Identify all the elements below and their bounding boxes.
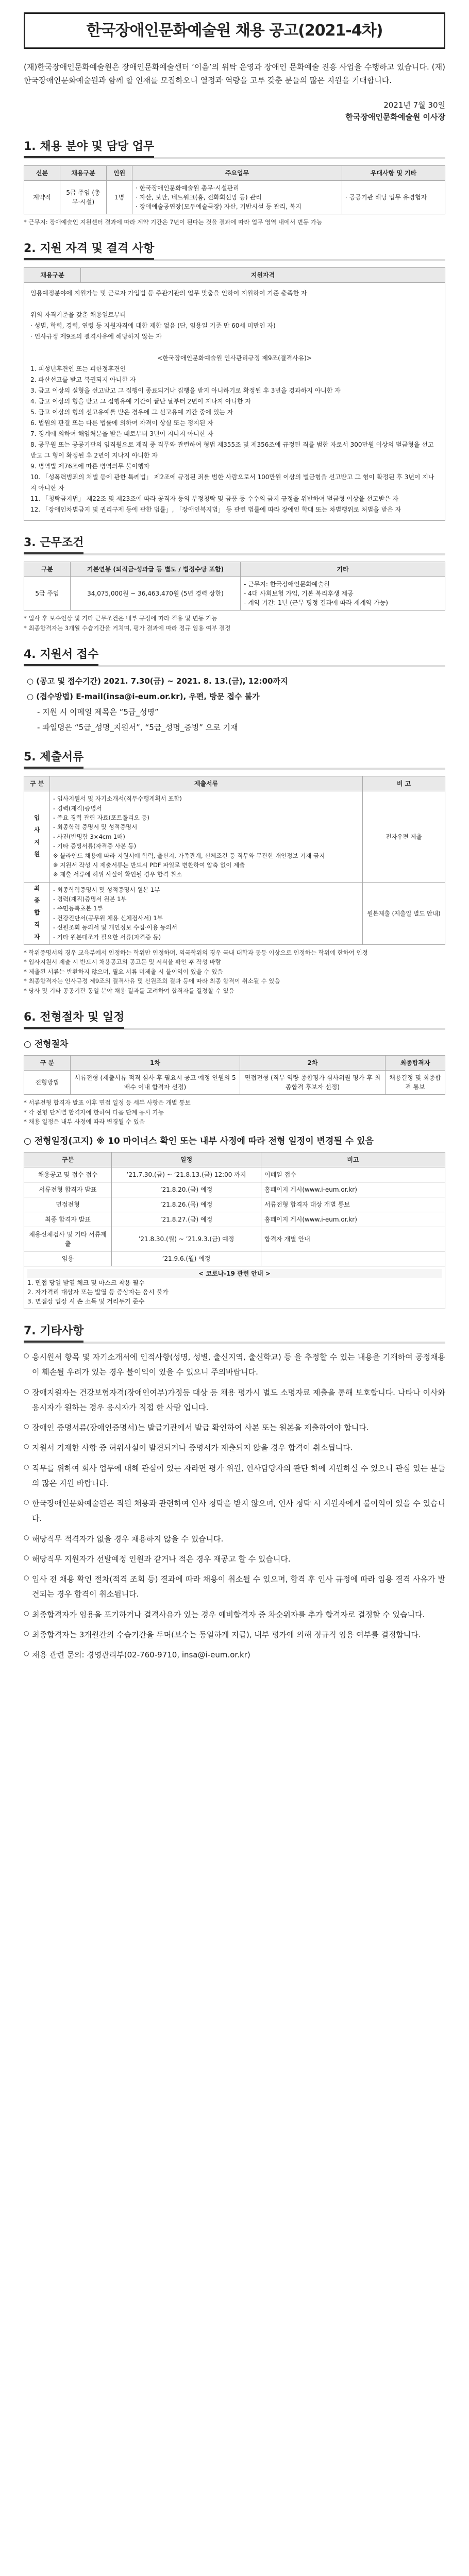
th-cond-etc: 기타 <box>241 562 445 577</box>
th-proc-first: 1차 <box>71 1056 240 1071</box>
page-title: 한국장애인문화예술원 채용 공고(2021-4차) <box>24 12 445 49</box>
th-cond-type: 구분 <box>24 562 71 577</box>
th-qual-type: 채용구분 <box>24 268 81 283</box>
list-item: ○ 직무를 위하여 회사 업무에 대해 관심이 있는 자라면 평가 위원, 인사담당자의 판단 하에 지원하실 수 있으니 관심 있는 분들의 많은 지원 바랍니다. <box>24 1461 445 1492</box>
table-row: 임용 ’21.9.6.(월) 예정 <box>24 1251 445 1266</box>
doc-final-label: 최 종 합 격 자 <box>24 882 50 944</box>
announce-org: 한국장애인문화예술원 이사장 <box>345 112 445 122</box>
announce-date: 2021년 7월 30일 <box>383 100 445 110</box>
section-2-title: 2. 지원 자격 및 결격 사항 <box>24 240 445 261</box>
cell-cond-etc: - 근무지: 한국장애인문화예술원 - 4대 사회보험 가입, 기본 복리후생 제공 - 계약 기간: 1년 (근무 평정 결과에 따라 재계약 가능) <box>241 577 445 611</box>
list-item: ○ 장애지원자는 건강보험자격(장애인여부)가정등 대상 등 채용 평가시 별도 소명자료 제출을 통해 보호합니다. 나타나 이사와 응시자가 원하는 경우 응시자가 직접 한 사람 입니다. <box>24 1385 445 1416</box>
procedure-notes: * 서류전형 합격자 발표 이후 면접 일정 등 세부 사항은 개별 통보 * 각 전형 단계별 합격자에 한하여 다음 단계 응시 가능 * 채용 일정은 내부 사정에 따라 변경될 수 있음 <box>24 1099 191 1126</box>
th-type: 채용구분 <box>60 166 107 181</box>
th-doc-type: 구 분 <box>24 776 50 791</box>
cell-proc-first: 서류전형 (제출서류 적격 심사 후 필요시 공고 예정 인원의 5배수 이내 합격자 선정) <box>71 1071 240 1095</box>
cell-status: 계약직 <box>24 181 60 214</box>
list-item: ○ 응시원서 항목 및 자기소개서에 인적사항(성명, 성별, 출신지역, 출신학교) 등 을 추정할 수 있는 내용을 기재하여 공정채용이 훼손될 우려가 있는 경우 불이익이 있을 수 있으니 주의바랍니다. <box>24 1350 445 1380</box>
th-pref: 우대사항 및 기타 <box>342 166 445 181</box>
qualification-body: 임용예정분야에 지원가능 및 근로자 가입법 등 주관기관의 업무 맞춤을 인하여 지원하여 기준 충족한 자 위의 자격기준을 갖춘 채용일로부터 · 성별, 학력, 경력, 연령 등 지원자격에 대한 제한 없음 (단, 임용일 기준 만 60세 미만인 자) · 인사규정 제9조의 결격사유에 해당하지 않는 자 <한국장애인문화예술원 인사관리규정 제9조(결격사유)> 1. 피성년후견인 또는 피한정후견인 2. 파산선고를 받고 복권되지 아니한 자 3. 금고 이상의 실형을 선고받고 그 집행이 종료되거나 집행을 받지 아니하기로 확정된 후 3년을 경과하지 아니한 자 4. 금고 이상의 형을 받고 그 집행유예 기간이 끝난 날부터 2년이 지나지 아니한 자 5. 금고 이상의 형의 선고유예를 받은 경우에 그 선고유예 기간 중에 있는 자 6. 법원의 판결 또는 다른 법률에 의하여 자격이 상실 또는 정지된 자 7. 징계에 의하여 해임처분을 받은 때로부터 3년이 지나지 아니한 자 8. 공무원 또는 공공기관의 임직원으로 재직 중 직무와 관련하여 형법 제355조 및 제356조에 규정된 죄를 범한 자로서 300만원 이상의 벌금형을 선고받고 그 형이 확정된 후 2년이 지나지 아니한 자 9. 병역법 제76조에 따른 병역의무 불이행자 10. 「성폭력범죄의 처벌 등에 관한 특례법」 제2조에 규정된 죄를 범한 사람으로서 100만원 이상의 벌금형을 선고받고 그 형이 확정된 후 3년이 지나지 아니한 자 11. 「청탁금지법」 제22조 및 제23조에 따라 공직자 등의 부정청탁 및 금품 등 수수의 금지 규정을 위반하여 벌금형 이상을 선고받은 자 12. 「장애인차별금지 및 권리구제 등에 관한 법률」, 「장애인복지법」 등 관련 법률에 따라 장애인 학대 또는 차별행위로 처벌을 받은 자 <box>24 283 445 521</box>
table-row: 채용신체검사 및 기타 서류제출 ’21.8.30.(월) ~ ’21.9.3.(금) 예정 합격자 개별 안내 <box>24 1227 445 1251</box>
cell-proc-second: 면접전형 (직무 역량 종합평가 심사위원 평가 후 최종합격 후보자 선정) <box>240 1071 385 1095</box>
section-3-title: 3. 근무조건 <box>24 534 445 555</box>
th-sched-type: 구분 <box>24 1153 112 1167</box>
cell-cond-type: 5급 주임 <box>24 577 71 611</box>
list-item: ○ 장애인 증명서류(장애인증명서)는 발급기관에서 발급 확인하여 사본 또는 원본을 제출하여야 합니다. <box>24 1420 445 1435</box>
list-item: ○ 해당직무 적격자가 없을 경우 채용하지 않을 수 있습니다. <box>24 1532 445 1547</box>
section-5-notes: * 학위증명서의 경우 교육부에서 인정하는 학위만 인정하며, 외국학위의 경우 국내 대학과 동등 이상으로 인정하는 학위에 한하여 인정 * 입사지원서 제출 시 반드시 채용공고의 공고문 및 서식을 확인 후 작성 바람 * 제출된 서류는 반환하지 않으며, 필요 서류 미제출 시 불이익이 있을 수 있음 * 최종합격자는 인사규정 제9조의 결격사유 및 신원조회 결과 등에 따라 최종 합격이 취소될 수 있음 * 당사 및 기타 공공기관 동일 분야 채용 결과를 고려하여 합격자를 결정할 수 있음 <box>24 949 368 994</box>
schedule-subtitle: ○ 전형일정(고지) ※ 10 마이너스 확인 또는 내부 사정에 따라 전형 일정이 변경될 수 있음 <box>24 1136 374 1146</box>
th-doc-note: 비 고 <box>363 776 445 791</box>
documents-table <box>24 776 445 945</box>
schedule-table <box>24 1152 445 1309</box>
section-7-title: 7. 기타사항 <box>24 1323 445 1344</box>
doc-apply-list: - 입사지원서 및 자기소개서(직무수행계획서 포함) - 경력(재직)증명서 - 주요 경력 관련 자료(포트폴리오 등) - 최종학력 증명서 및 성적증명서 - 사진(반명함 3×4cm 1매) - 기타 증빙서류(자격증 사본 등) ※ 블라인드 채용에 따라 지원서에 학력, 출신지, 가족관계, 신체조건 등 직무와 무관한 개인정보 기재 금지 ※ 지원서 작성 시 제출서류는 반드시 PDF 파일로 변환하여 압축 없이 제출 ※ 제출 서류에 허위 사실이 확인될 경우 합격 취소 <box>50 791 363 883</box>
th-doc-list: 제출서류 <box>50 776 363 791</box>
cell-proc-type: 전형방법 <box>24 1071 71 1095</box>
list-item: ○ 입사 전 채용 확인 절차(적격 조회 등) 결과에 따라 채용이 취소될 수 있으며, 합격 후 인사 규정에 따라 임용 결격 사유가 발견되는 경우 합격이 취소됩니다. <box>24 1572 445 1602</box>
th-count: 인원 <box>107 166 132 181</box>
intro-paragraph: (재)한국장애인문화예술원은 장애인문화예술센터 ‘이음’의 위탁 운영과 장애인 문화예술 진흥 사업을 수행하고 있습니다. (재)한국장애인문화예술원과 함께 할 인재를 모집하오니 열정과 역량을 고루 갖춘 분들의 많은 지원을 기대합니다. <box>24 62 445 86</box>
covid-notice: < 코로나-19 관련 안내 > 1. 면접 당일 발열 체크 및 마스크 착용 필수 2. 자가격리 대상자 또는 발열 등 증상자는 응시 불가 3. 면접장 입장 시 손 소독 및 거리두기 준수 <box>24 1266 445 1309</box>
th-proc-second: 2차 <box>240 1056 385 1071</box>
th-status: 신분 <box>24 166 60 181</box>
conditions-table <box>24 562 445 611</box>
doc-apply-label: 입 사 지 원 <box>24 791 50 883</box>
th-qual: 지원자격 <box>81 268 445 283</box>
cell-cond-salary: 34,075,000원 ~ 36,463,470원 (5년 경력 상한) <box>71 577 241 611</box>
section-5-title: 5. 제출서류 <box>24 749 445 770</box>
th-sched-note: 비고 <box>261 1153 445 1167</box>
etc-list <box>24 1350 445 1663</box>
doc-final-note: 원본제출 (제출일 별도 안내) <box>363 882 445 944</box>
cell-type: 5급 주임 (총무·시설) <box>60 181 107 214</box>
cell-proc-final: 채용결정 및 최종합격 통보 <box>385 1071 445 1095</box>
table-row: 면접전형 ’21.8.26.(목) 예정 서류전형 합격자 대상 개별 통보 <box>24 1197 445 1212</box>
list-item: ○ 최종합격자가 임용을 포기하거나 결격사유가 있는 경우 예비합격자 중 차순위자를 추가 합격자로 결정할 수 있습니다. <box>24 1607 445 1622</box>
cell-pref: · 공공기관 해당 업무 유경험자 <box>342 181 445 214</box>
receipt-method: ○ (접수방법) E-mail(insa@i-eum.or.kr), 우편, 방문 접수 불가 <box>27 692 260 702</box>
receipt-subject-rule: - 지원 시 이메일 제목은 “5급_성명” <box>37 707 159 717</box>
table-row: 최종 합격자 발표 ’21.8.27.(금) 예정 홈페이지 게시(www.i-eum.or.kr) <box>24 1212 445 1227</box>
section-3-notes: * 입사 후 보수인상 및 기타 근무조건은 내부 규정에 따라 적용 및 변동 가능 * 최종합격자는 3개월 수습기간을 거치며, 평가 결과에 따라 정규 임용 여부 결정 <box>24 615 231 632</box>
th-sched-date: 일정 <box>112 1153 261 1167</box>
cell-duties: · 한국장애인문화예술원 총무·시설관리 · 자산, 보안, 네트워크(홈, 전화회선망 등) 관리 · 장애예술공연장(모두예술극장) 자산, 기반시설 등 관리, 복지 <box>132 181 342 214</box>
list-item: ○ 해당직무 지원자가 선발예정 인원과 같거나 적은 경우 재공고 할 수 있습니다. <box>24 1552 445 1567</box>
list-item: ○ 채용 관련 문의: 경영관리부(02-760-9710, insa@i-eum.or.kr) <box>24 1648 445 1663</box>
positions-table <box>24 165 445 214</box>
table-row: 채용공고 및 접수 접수 ’21.7.30.(금) ~ ’21.8.13.(금) 12:00 까지 이메일 접수 <box>24 1167 445 1182</box>
qualification-table <box>24 267 445 521</box>
table-row: 서류전형 합격자 발표 ’21.8.20.(금) 예정 홈페이지 게시(www.i-eum.or.kr) <box>24 1182 445 1197</box>
receipt-filename-rule: - 파일명은 “5급_성명_지원서”, “5급_성명_증빙” 으로 기재 <box>37 723 238 733</box>
list-item: ○ 최종합격자는 3개월간의 수습기간을 두며(보수는 동일하게 지급), 내부 평가에 의해 정규직 임용 여부를 결정합니다. <box>24 1628 445 1642</box>
list-item: ○ 한국장애인문화예술원은 직원 채용과 관련하여 인사 청탁을 받지 않으며, 인사 청탁 시 지원자에게 불이익이 있을 수 있습니다. <box>24 1496 445 1527</box>
cell-count: 1명 <box>107 181 132 214</box>
th-proc-final: 최종합격자 <box>385 1056 445 1071</box>
doc-apply-note: 전자우편 제출 <box>363 791 445 883</box>
th-cond-salary: 기본연봉 (퇴직금·성과급 등 별도 / 법정수당 포함) <box>71 562 241 577</box>
receipt-list <box>24 673 445 735</box>
receipt-period: ○ (공고 및 접수기간) 2021. 7.30(금) ~ 2021. 8. 13.(금), 12:00까지 <box>27 676 288 686</box>
list-item: ○ 지원서 기재한 사항 중 허위사실이 발견되거나 증명서가 제출되지 않을 경우 합격이 취소됩니다. <box>24 1440 445 1455</box>
procedure-table <box>24 1055 445 1095</box>
section-4-title: 4. 지원서 접수 <box>24 646 445 667</box>
section-1-note: * 근무지: 장애예술인 지원센터 결과에 따라 계약 기간은 7년이 된다는 것을 결과에 따라 업무 영역 내에서 변동 가능 <box>24 218 322 226</box>
section-1-title: 1. 채용 분야 및 담당 업무 <box>24 138 445 159</box>
th-proc-type: 구 분 <box>24 1056 71 1071</box>
section-6-title: 6. 전형절차 및 일정 <box>24 1009 445 1030</box>
doc-final-list: - 최종학력증명서 및 성적증명서 원본 1부 - 경력(재직)증명서 원본 1부 - 주민등록초본 1부 - 건강진단서(공무원 채용 신체검사서) 1부 - 신원조회 동의서 및 개인정보 수집·이용 동의서 - 기타 원본대조가 필요한 서류(자격증 등) <box>50 882 363 944</box>
procedure-subtitle: ○ 전형절차 <box>24 1039 69 1049</box>
th-duties: 주요업무 <box>132 166 342 181</box>
